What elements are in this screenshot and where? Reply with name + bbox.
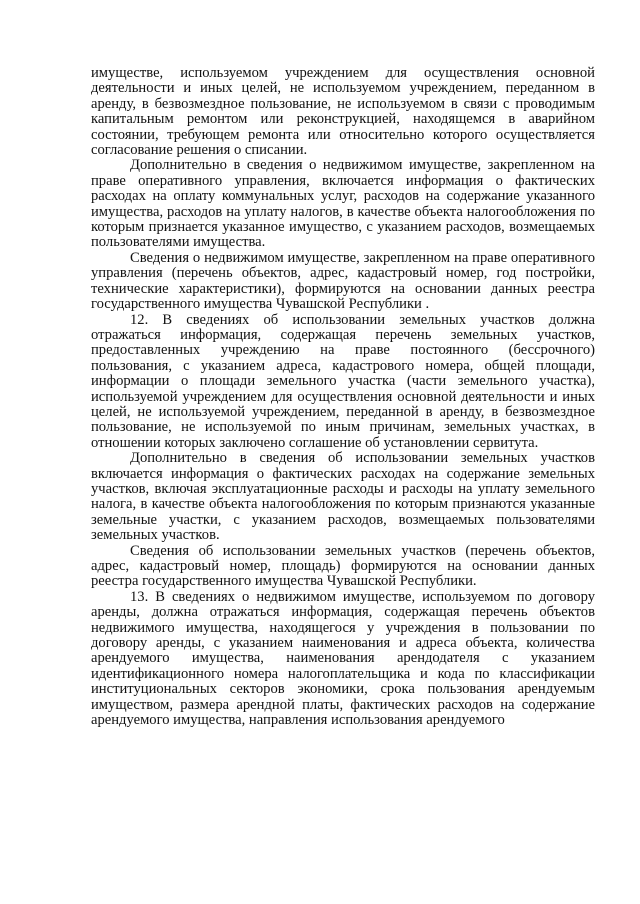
paragraph-additional-operational-management: Дополнительно в сведения о недвижимом имуществе, закрепленном на праве оперативного управления, включается информация о фактических расходах на оплату коммунальных услуг, расходов на содержание указанного имущества, расходов на уплату налогов, в качестве объекта налогообложения по которым признается указанное имущество, с указанием расходов, возмещаемых пользователями имущества. [91,157,595,251]
paragraph-item-13-lease: 13. В сведениях о недвижимом имуществе, используемом по договору аренды, должна отражаться информация, содержащая перечень объектов недвижимого имущества, находящегося у учреждения в пользовании по договору аренды, с указанием наименования и адреса объекта, количества арендуемого имущества, наименования арендодателя с указанием идентификационного номера налогоплательщика и кода по классификации институциональных секторов экономики, срока пользования арендуемым имуществом, размера арендной платы, фактических расходов на содержание арендуемого имущества, направления использования арендуемого [91,588,595,729]
paragraph-item-12-land-plots: 12. В сведениях об использовании земельных участков должна отражаться информация, содержащая перечень земельных участков, предоставленных учреждению на праве постоянного (бессрочного) пользования, с указанием адреса, кадастрового номера, общей площади, информации о площади земельного участка (части земельного участка), используемой учреждением для осуществления основной деятельности и иных целей, не используемой учреждением, переданной в аренду, в безвозмездное пользование, не используемой по иным причинам, земельных участках, в отношении которых заключено соглашение об установлении сервитута. [91,311,595,451]
paragraph-additional-land-plots: Дополнительно в сведения об использовании земельных участков включается информация о фактических расходах на содержание земельных участков, включая эксплуатационные расходы и расходы на уплату земельного налога, в качестве объекта налогообложения по которым признаются указанные земельные участки, с указанием расходов, возмещаемых пользователями земельных участков. [91,450,595,544]
paragraph-land-plots-registry: Сведения об использовании земельных участков (перечень объектов, адрес, кадастровый номер, площадь) формируются на основании данных реестра государственного имущества Чувашской Республики. [91,542,595,590]
paragraph-operational-management-registry: Сведения о недвижимом имуществе, закрепленном на праве оперативного управления (перечень объектов, адрес, кадастровый номер, год постройки, технические характеристики), формируются на основании данных реестра государственного имущества Чувашской Республики . [91,249,595,313]
paragraph-continuation: имуществе, используемом учреждением для осуществления основной деятельности и иных целей, не используемом учреждением, переданном в аренду, в безвозмездное пользование, не используемом в связи с проводимым капитальным ремонтом или реконструкцией, находящемся в аварийном состоянии, требующем ремонта или относительно которого осуществляется согласование решения о списании. [91,65,595,159]
